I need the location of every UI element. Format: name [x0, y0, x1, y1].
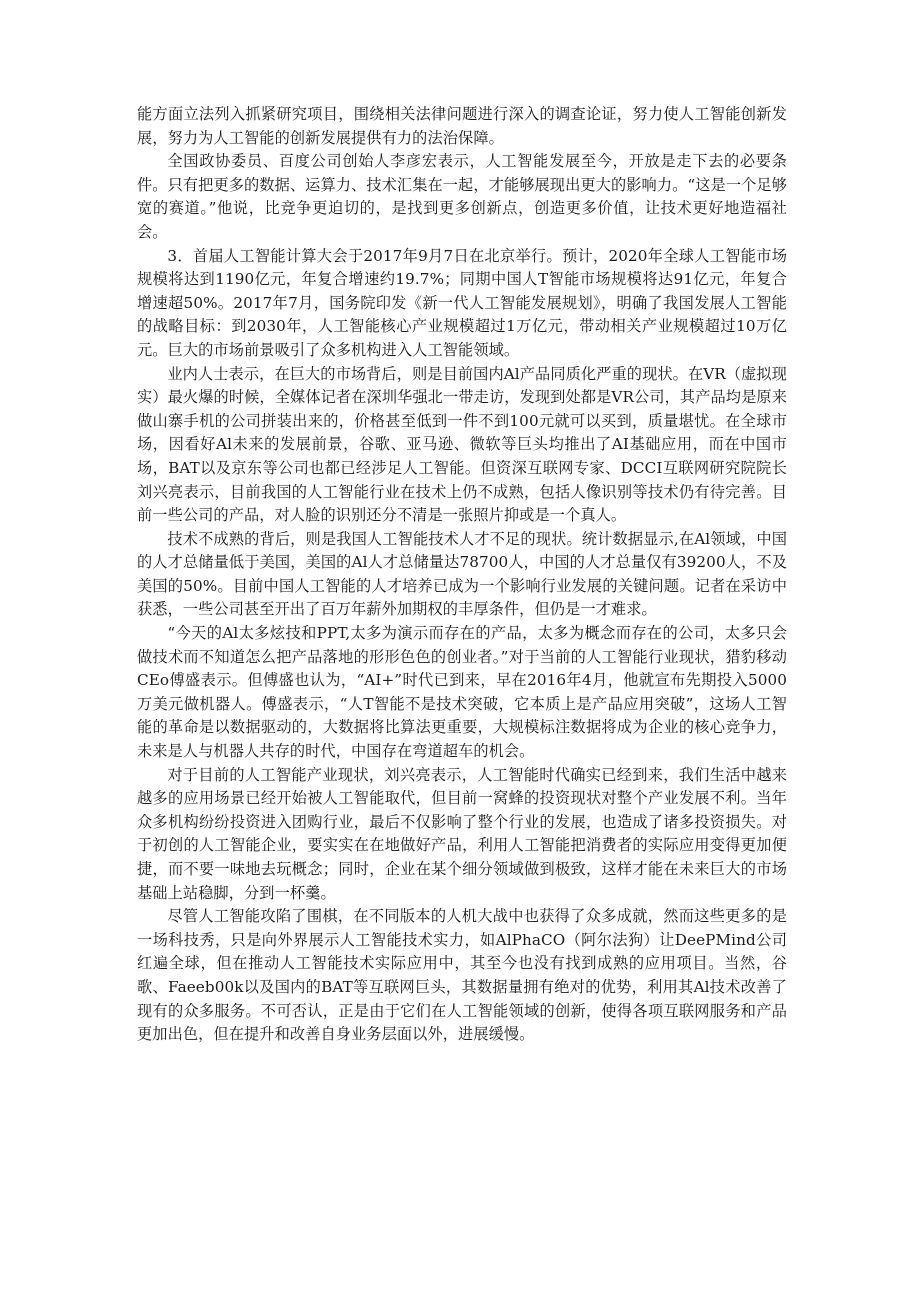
paragraph-product-homogenization: 业内人士表示，在巨大的市场背后，则是目前国内Al产品同质化严重的现状。在VR（虚拟现实）最火爆的时候，全媒体记者在深圳华强北一带走访，发现到处都是VR公司，其产品均是原来做山寨手机的公司拼装出来的，价格甚至低到一件不到100元就可以买到，质量堪忧。在全球市场，因看好Al未来的发展前景，谷歌、亚马逊、微软等巨头均推出了AI基础应用，而在中国市场，BAT以及京东等公司也都已经涉足人工智能。但资深互联网专家、DCCI互联网研究院院长刘兴亮表示，目前我国的人工智能行业在技术上仍不成熟，包括人像识别等技术仍有待完善。目前一些公司的产品，对人脸的识别还分不清是一张照片抑或是一个真人。 [137, 364, 787, 525]
paragraph-robin-li: 全国政协委员、百度公司创始人李彦宏表示，人工智能发展至今，开放是走下去的必要条件。只有把更多的数据、运算力、技术汇集在一起，才能够展现出更大的影响力。“这是一个足够宽的赛道。”他说，比竞争更迫切的，是找到更多创新点，创造更多价值，让技术更好地造福社会。 [137, 152, 787, 241]
paragraph-talent-shortage: 技术不成熟的背后，则是我国人工智能技术人才不足的现状。统计数据显示,在Al领域，中国的人才总储量低于美国，美国的Al人才总储量达78700人，中国的人才总量仅有39200人，不及美国的50%。目前中国人工智能的人才培养已成为一个影响行业发展的关键问题。记者在采访中获悉，一些公司甚至开出了百万年薪外加期权的丰厚条件，但仍是一才难求。 [137, 529, 787, 619]
paragraph-ai-computing-conference: 3．首届人工智能计算大会于2017年9月7日在北京举行。预计，2020年全球人工智能市场规模将达到1190亿元，年复合增速约19.7%；同期中国人T智能市场规模将达91亿元，年复合增速超50%。2017年7月，国务院印发《新一代人工智能发展规划》，明确了我国发展人工智能的战略目标：到2030年，人工智能核心产业规模超过1万亿元，带动相关产业规模超过10万亿元。巨大的市场前景吸引了众多机构进入人工智能领域。 [137, 246, 787, 359]
document-body [137, 103, 787, 1047]
paragraph-industry-status: 对于目前的人工智能产业现状，刘兴亮表示，人工智能时代确实已经到来，我们生活中越来越多的应用场景已经开始被人工智能取代，但目前一窝蜂的投资现状对整个产业发展不利。当年众多机构纷纷投资进入团购行业，最后不仅影响了整个行业的发展，也造成了诸多投资损失。对于初创的人工智能企业，要实实在在地做好产品，利用人工智能把消费者的实际应用变得更加便捷，而不要一味地去玩概念；同时，企业在某个细分领域做到极致，这样才能在未来巨大的市场基础上站稳脚，分到一杯羹。 [137, 765, 787, 902]
paragraph-legal-framework: 能方面立法列入抓紧研究项目，围绕相关法律问题进行深入的调查论证，努力使人工智能创新发展，努力为人工智能的创新发展提供有力的法治保障。 [137, 105, 787, 147]
paragraph-fu-sheng: “今天的Al太多炫技和PPT,太多为演示而存在的产品，太多为概念而存在的公司，太多只会做技术而不知道怎么把产品落地的形形色色的创业者。”对于当前的人工智能行业现状，猎豹移动CEo傅盛表示。但傅盛也认为，“AI+”时代已到来，早在2016年4月，他就宣布先期投入5000万美元做机器人。傅盛表示，“人T智能不是技术突破，它本质上是产品应用突破”，这场人工智能的革命是以数据驱动的，大数据将比算法更重要，大规模标注数据将成为企业的核心竞争力，未来是人与机器人共存的时代，中国存在弯道超车的机会。 [137, 624, 787, 761]
paragraph-go-and-giants: 尽管人工智能攻陷了围棋，在不同版本的人机大战中也获得了众多成就，然而这些更多的是一场科技秀，只是向外界展示人工智能技术实力，如AlPhaCO（阿尔法狗）让DeePMind公司红遍全球，但在推动人工智能技术实际应用中，其至今也没有找到成熟的应用项目。当然，谷歌、Faeeb00k以及国内的BAT等互联网巨头，其数据量拥有绝对的优势，利用其Al技术改善了现有的众多服务。不可否认，正是由于它们在人工智能领域的创新，使得各项互联网服务和产品更加出色，但在提升和改善自身业务层面以外，进展缓慢。 [137, 907, 787, 1044]
